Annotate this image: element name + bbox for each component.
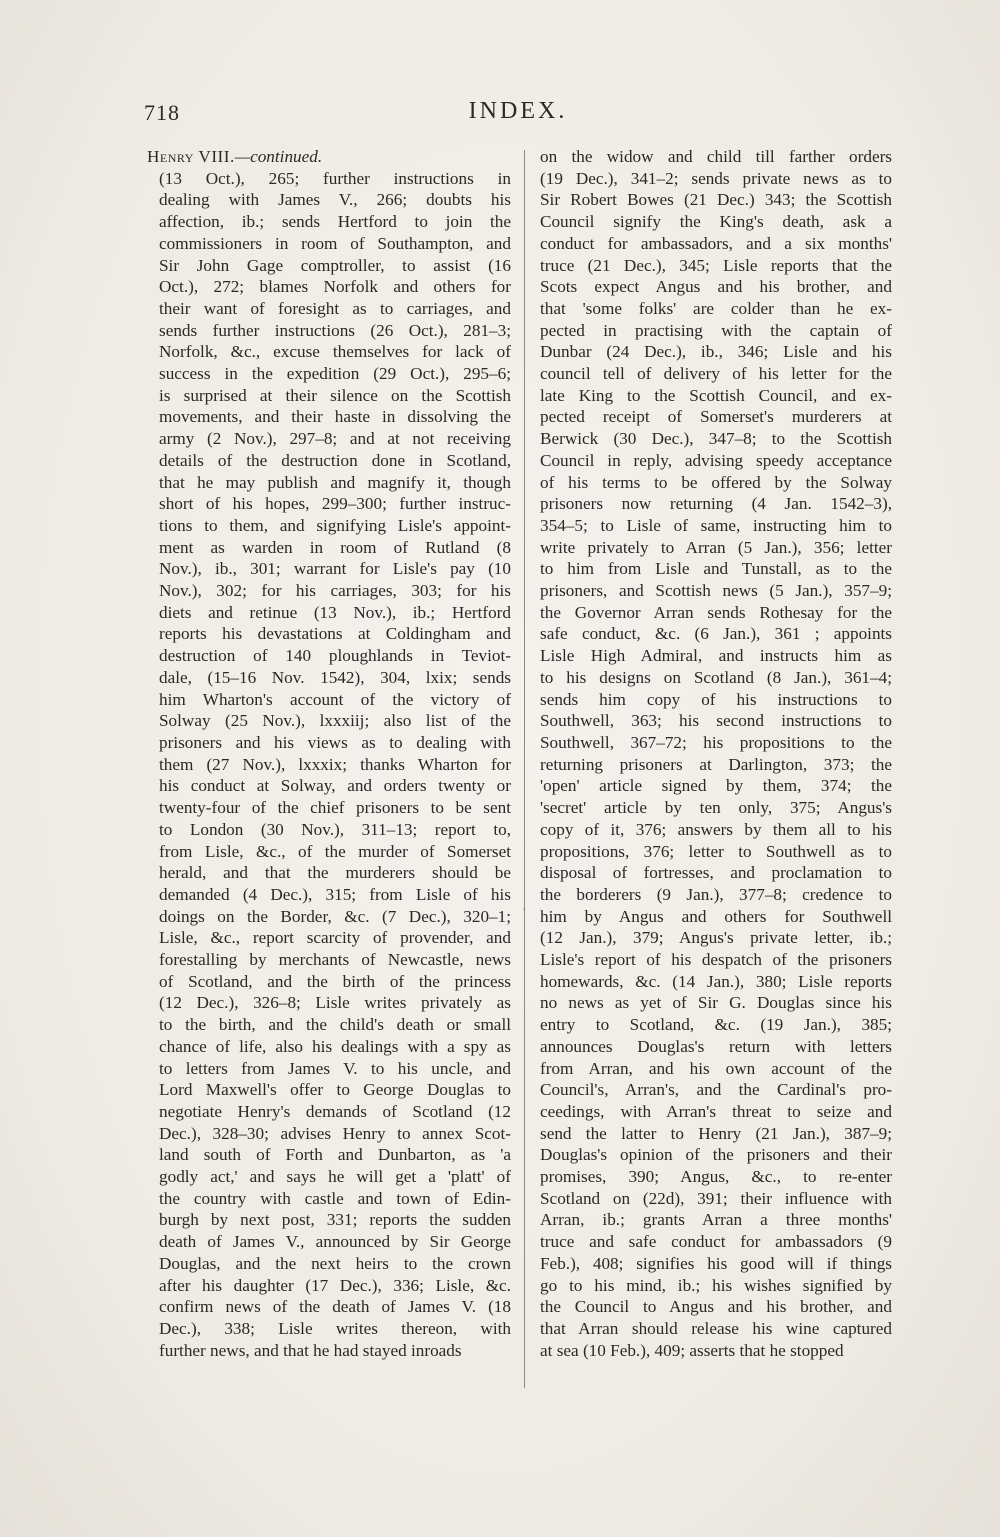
index-line: after his daughter (17 Dec.), 336; Lisle, &c.	[159, 1275, 511, 1295]
index-line: sends further instructions (26 Oct.), 281–3;	[159, 320, 511, 340]
index-line: entry to Scotland, &c. (19 Jan.), 385;	[540, 1015, 892, 1035]
index-line: movements, and their haste in dissolving the	[159, 407, 511, 427]
index-line: 'open' article signed by them, 374; the	[540, 776, 892, 796]
column-divider	[524, 150, 525, 1388]
index-line: disposal of fortresses, and proclamation to	[540, 863, 892, 883]
index-line: Nov.), ib., 301; warrant for Lisle's pay (10	[159, 559, 511, 579]
index-line: prisoners, and Scottish news (5 Jan.), 357–9;	[540, 581, 892, 601]
index-line: tions to them, and signifying Lisle's appoint-	[159, 515, 511, 535]
index-line: Lord Maxwell's offer to George Douglas to	[159, 1080, 511, 1100]
index-line: announces Douglas's return with letters	[540, 1036, 892, 1056]
index-line: from Lisle, &c., of the murder of Somerset	[159, 841, 511, 861]
index-line: Scots expect Angus and his brother, and	[540, 277, 892, 297]
index-line: Scotland on (22d), 391; their influence with	[540, 1188, 892, 1208]
index-line: their want of foresight as to carriages, and	[159, 298, 511, 318]
index-line: Douglas's opinion of the prisoners and their	[540, 1145, 892, 1165]
index-line: chance of life, also his dealings with a spy as	[159, 1036, 511, 1056]
index-line: 'secret' article by ten only, 375; Angus's	[540, 798, 892, 818]
index-line: doings on the Border, &c. (7 Dec.), 320–1;	[159, 906, 511, 926]
index-line: negotiate Henry's demands of Scotland (12	[159, 1101, 511, 1121]
entry-heading-name: Henry VIII.	[147, 147, 235, 166]
index-line: that 'some folks' are colder than he ex-	[540, 298, 892, 318]
index-line: twenty-four of the chief prisoners to be sent	[159, 798, 511, 818]
index-line: (13 Oct.), 265; further instructions in	[159, 168, 511, 188]
index-line: Feb.), 408; signifies his good will if things	[540, 1253, 892, 1273]
entry-heading-continued: —continued.	[234, 147, 323, 166]
index-line: Sir Robert Bowes (21 Dec.) 343; the Scottish	[540, 190, 892, 210]
index-line: details of the destruction done in Scotland,	[159, 450, 511, 470]
index-line: destruction of 140 ploughlands in Teviot-	[159, 646, 511, 666]
index-line: Council signify the King's death, ask a	[540, 212, 892, 232]
index-line: at sea (10 Feb.), 409; asserts that he stopped	[540, 1340, 844, 1360]
index-line: truce and safe conduct for ambassadors (9	[540, 1232, 892, 1252]
index-line: Solway (25 Nov.), lxxxiij; also list of the	[159, 711, 511, 731]
index-line: Sir John Gage comptroller, to assist (16	[159, 255, 511, 275]
index-line: land south of Forth and Dunbarton, as 'a	[159, 1145, 511, 1165]
index-line: on the widow and child till farther orders	[540, 147, 892, 166]
index-line: pected in practising with the captain of	[540, 320, 892, 340]
index-line: from Arran, and his own account of the	[540, 1058, 892, 1078]
index-line: of Scotland, and the birth of the princess	[159, 971, 511, 991]
index-line: Lisle, &c., report scarcity of provender, and	[159, 928, 511, 948]
index-line: death of James V., announced by Sir George	[159, 1232, 511, 1252]
index-line: prisoners and his views as to dealing with	[159, 732, 511, 752]
index-line: the country with castle and town of Edin-	[159, 1188, 511, 1208]
index-line: his conduct at Solway, and orders twenty or	[159, 776, 511, 796]
index-line: of his terms to be offered by the Solway	[540, 472, 892, 492]
index-line: (12 Dec.), 326–8; Lisle writes privately as	[159, 993, 511, 1013]
index-line: Norfolk, &c., excuse themselves for lack of	[159, 342, 511, 362]
index-line: Berwick (30 Dec.), 347–8; to the Scottish	[540, 429, 892, 449]
index-line: copy of it, 376; answers by them all to his	[540, 819, 892, 839]
index-line: that he may publish and magnify it, though	[159, 472, 511, 492]
index-line: affection, ib.; sends Hertford to join the	[159, 212, 511, 232]
index-line: to him from Lisle and Tunstall, as to the	[540, 559, 892, 579]
index-line: dealing with James V., 266; doubts his	[159, 190, 511, 210]
index-line: (19 Dec.), 341–2; sends private news as to	[540, 168, 892, 188]
margin-mark: ,	[523, 901, 526, 912]
index-line: send the latter to Henry (21 Jan.), 387–9;	[540, 1123, 892, 1143]
index-line: the Governor Arran sends Rothesay for the	[540, 602, 892, 622]
index-line: promises, 390; Angus, &c., to re-enter	[540, 1167, 892, 1187]
index-line: write privately to Arran (5 Jan.), 356; letter	[540, 537, 892, 557]
index-line: further news, and that he had stayed inroads	[159, 1340, 462, 1360]
index-line: to the birth, and the child's death or small	[159, 1015, 511, 1035]
index-line: propositions, 376; letter to Southwell as to	[540, 841, 892, 861]
index-line: Dec.), 338; Lisle writes thereon, with	[159, 1318, 511, 1338]
index-line: the borderers (9 Jan.), 377–8; credence to	[540, 884, 892, 904]
index-line: ceedings, with Arran's threat to seize and	[540, 1101, 892, 1121]
index-line: burgh by next post, 331; reports the sudden	[159, 1210, 511, 1230]
index-line: demanded (4 Dec.), 315; from Lisle of his	[159, 884, 511, 904]
index-line: returning prisoners at Darlington, 373; the	[540, 754, 892, 774]
index-line: success in the expedition (29 Oct.), 295–6;	[159, 364, 511, 384]
index-line: Dunbar (24 Dec.), ib., 346; Lisle and his	[540, 342, 892, 362]
index-line: herald, and that the murderers should be	[159, 863, 511, 883]
index-line: to London (30 Nov.), 311–13; report to,	[159, 819, 511, 839]
index-line: pected receipt of Somerset's murderers at	[540, 407, 892, 427]
index-line: Douglas, and the next heirs to the crown	[159, 1253, 511, 1273]
index-line: Nov.), 302; for his carriages, 303; for his	[159, 581, 511, 601]
left-column	[147, 146, 511, 1361]
index-line: to his designs on Scotland (8 Jan.), 361–4;	[540, 667, 892, 687]
index-line: Arran, ib.; grants Arran a three months'	[540, 1210, 892, 1230]
index-line: to letters from James V. to his uncle, and	[159, 1058, 511, 1078]
index-line: commissioners in room of Southampton, and	[159, 233, 511, 253]
index-line: homewards, &c. (14 Jan.), 380; Lisle reports	[540, 971, 892, 991]
index-line: them (27 Nov.), lxxxix; thanks Wharton for	[159, 754, 511, 774]
index-line: reports his devastations at Coldingham and	[159, 624, 511, 644]
index-line: dale, (15–16 Nov. 1542), 304, lxix; sends	[159, 667, 511, 687]
index-line: Lisle High Admiral, and instructs him as	[540, 646, 892, 666]
running-title: INDEX.	[468, 98, 568, 124]
right-column	[540, 146, 892, 1361]
index-line: no news as yet of Sir G. Douglas since his	[540, 993, 892, 1013]
index-line: go to his mind, ib.; his wishes signified by	[540, 1275, 892, 1295]
index-line: sends him copy of his instructions to	[540, 689, 892, 709]
index-line: 354–5; to Lisle of same, instructing him to	[540, 515, 892, 535]
index-line: truce (21 Dec.), 345; Lisle reports that the	[540, 255, 892, 275]
index-line: Southwell, 363; his second instructions to	[540, 711, 892, 731]
index-line: late King to the Scottish Council, and ex-	[540, 385, 892, 405]
index-line: conduct for ambassadors, and a six months'	[540, 233, 892, 253]
index-line: confirm news of the death of James V. (18	[159, 1297, 511, 1317]
index-line: him by Angus and others for Southwell	[540, 906, 892, 926]
index-line: army (2 Nov.), 297–8; and at not receiving	[159, 429, 511, 449]
index-line: that Arran should release his wine captured	[540, 1318, 892, 1338]
index-line: Oct.), 272; blames Norfolk and others for	[159, 277, 511, 297]
index-line: the Council to Angus and his brother, and	[540, 1297, 892, 1317]
index-line: prisoners now returning (4 Jan. 1542–3),	[540, 494, 892, 514]
index-line: Lisle's report of his despatch of the prisoners	[540, 950, 892, 970]
index-line: safe conduct, &c. (6 Jan.), 361 ; appoints	[540, 624, 892, 644]
page-header	[144, 98, 892, 132]
index-line: him Wharton's account of the victory of	[159, 689, 511, 709]
index-line: godly act,' and says he will get a 'platt' of	[159, 1167, 511, 1187]
index-line: Dec.), 328–30; advises Henry to annex Scot-	[159, 1123, 511, 1143]
index-line: Council's, Arran's, and the Cardinal's pro-	[540, 1080, 892, 1100]
index-line: council tell of delivery of his letter for the	[540, 364, 892, 384]
entry-heading	[147, 146, 511, 168]
page-number: 718	[144, 100, 180, 125]
index-line: short of his hopes, 299–300; further instruc-	[159, 494, 511, 514]
index-line: (12 Jan.), 379; Angus's private letter, ib.;	[540, 928, 892, 948]
index-line: is surprised at their silence on the Scottish	[159, 385, 511, 405]
index-line: diets and retinue (13 Nov.), ib.; Hertford	[159, 602, 511, 622]
index-line: Council in reply, advising speedy acceptance	[540, 450, 892, 470]
index-line: forestalling by merchants of Newcastle, news	[159, 950, 511, 970]
index-line: ment as warden in room of Rutland (8	[159, 537, 511, 557]
index-line: Southwell, 367–72; his propositions to the	[540, 732, 892, 752]
